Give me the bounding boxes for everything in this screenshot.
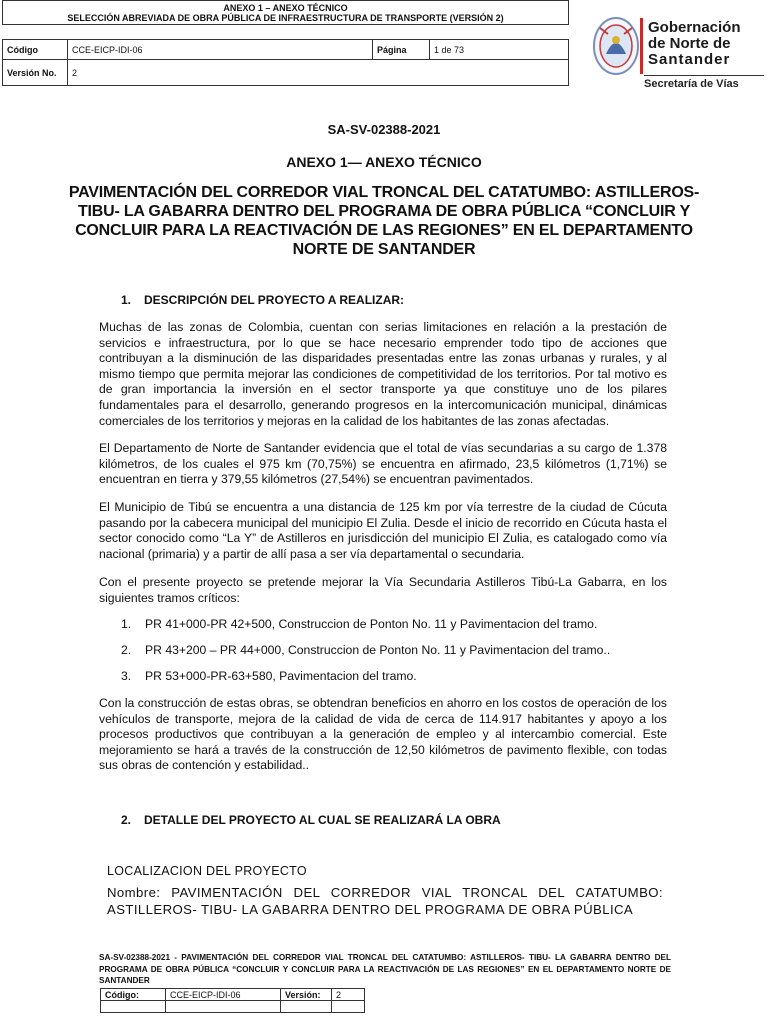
paragraph-1: Muchas de las zonas de Colombia, cuentan con serias limitaciones en relación a la prestación de servicios e infraestructura, por lo que se hace necesario emprender todo tipo de acciones que contribuyan a la disminución de las disparidades presentadas entre las zonas urbanas y rurales, y al mismo tiempo que permita mejorar las condiciones de competitividad de los territorios. Por tal motivo es de gran importancia la inversión en el sector transporte ya que constituye uno de los pilares fundamentales para el desarrollo, generando progresos en la intercomunicación municipal, dinámicas comerciales de los territorios y mejoras en la calidad de los habitantes de las zonas afectadas. bbox=[99, 320, 667, 428]
list-item-text: PR 41+000-PR 42+500, Construccion de Ponton No. 11 y Pavimentacion del tramo. bbox=[145, 617, 598, 631]
paragraph-4: Con el presente proyecto se pretende mejorar la Vía Secundaria Astilleros Tibú-La Gabarra, en los siguientes tramos críticos: bbox=[99, 575, 667, 605]
annex-title: ANEXO 1— ANEXO TÉCNICO bbox=[286, 154, 482, 170]
section-2-number: 2. bbox=[121, 813, 132, 827]
section-1-number: 1. bbox=[121, 293, 132, 307]
list-item-number: 2. bbox=[121, 643, 132, 657]
version-value: 2 bbox=[68, 60, 569, 86]
footer-text: SA-SV-02388-2021 - PAVIMENTACIÓN DEL CORREDOR VIAL TRONCAL DEL CATATUMBO: ASTILLEROS- TIBU- LA GABARRA DENTRO DEL PROGRAMA DE OBRA PÚBLICA “CONCLUIR Y CONCLUIR PARA LA REACTIVACIÓN DE LAS REGIONES” EN EL DEPARTAMENTO NORTE DE SANTANDER bbox=[99, 953, 671, 986]
footer-version-label: Versión: bbox=[281, 989, 332, 1001]
seal-icon bbox=[590, 14, 642, 78]
codigo-value: CCE-EICP-IDI-06 bbox=[68, 40, 373, 60]
localizacion-label: LOCALIZACION DEL PROYECTO bbox=[107, 864, 307, 878]
project-name: Nombre: PAVIMENTACIÓN DEL CORREDOR VIAL TRONCAL DEL CATATUMBO: ASTILLEROS- TIBU- LA GABARRA DENTRO DEL PROGRAMA DE OBRA PÚBLICA bbox=[107, 885, 663, 917]
section-1-title: DESCRIPCIÓN DEL PROYECTO A REALIZAR: bbox=[144, 293, 405, 307]
header-title-line2: SELECCIÓN ABREVIADA DE OBRA PÚBLICA DE INFRAESTRUCTURA DE TRANSPORTE (VERSIÓN 2) bbox=[67, 12, 504, 23]
logo-divider bbox=[640, 18, 643, 74]
logo-line2: de Norte de bbox=[648, 35, 731, 52]
paragraph-2: El Departamento de Norte de Santander evidencia que el total de vías secundarias a su cargo de 1.378 kilómetros, de los cuales el 975 km (70,75%) se encuentra en afirmado, 23,5 kilómetros (1,71%) se encuentran en tierra y 379,55 kilómetros (27,54%) se encuentran pavimentados. bbox=[99, 441, 667, 487]
header-title bbox=[3, 1, 569, 25]
list-item-number: 3. bbox=[121, 669, 132, 683]
logo-line3: Santander bbox=[648, 51, 731, 68]
list-item-number: 1. bbox=[121, 617, 132, 631]
logo-line1: Gobernación bbox=[648, 19, 741, 36]
footer-codigo-value: CCE-EICP-IDI-06 bbox=[166, 989, 281, 1001]
header-table bbox=[2, 0, 569, 86]
header-title-line1: ANEXO 1 – ANEXO TÉCNICO bbox=[223, 2, 348, 13]
section-2-title: DETALLE DEL PROYECTO AL CUAL SE REALIZARÁ LA OBRA bbox=[144, 813, 501, 827]
gobernacion-logo bbox=[590, 12, 768, 90]
footer-table bbox=[100, 988, 365, 1013]
list-item-text: PR 53+000-PR-63+580, Pavimentacion del tramo. bbox=[145, 669, 417, 683]
codigo-label: Código bbox=[3, 40, 68, 60]
logo-wordmark bbox=[648, 20, 741, 68]
list-item-text: PR 43+200 – PR 44+000, Construccion de Ponton No. 11 y Pavimentacion del tramo.. bbox=[145, 643, 611, 657]
pagina-value: 1 de 73 bbox=[430, 40, 569, 60]
document-code: SA-SV-02388-2021 bbox=[327, 122, 441, 137]
footer-version-value: 2 bbox=[332, 989, 365, 1001]
logo-subtitle: Secretaría de Vías bbox=[644, 75, 764, 90]
footer-codigo-label: Código: bbox=[101, 989, 166, 1001]
pagina-label: Página bbox=[373, 40, 430, 60]
version-label: Versión No. bbox=[3, 60, 68, 86]
project-title: PAVIMENTACIÓN DEL CORREDOR VIAL TRONCAL DEL CATATUMBO: ASTILLEROS- TIBU- LA GABARRA DENTRO DEL PROGRAMA DE OBRA PÚBLICA “CONCLUIR Y CONCLUIR PARA LA REACTIVACIÓN DE LAS REGIONES” EN EL DEPARTAMENTO NORTE DE SANTANDER bbox=[68, 184, 700, 258]
paragraph-3: El Municipio de Tibú se encuentra a una distancia de 125 km por vía terrestre de la ciudad de Cúcuta pasando por la cabecera municipal del municipio El Zulia. Desde el inicio de recorrido en Cúcuta hasta el sector conocido como “La Y” de Astilleros en jurisdicción del municipio El Zulia, es catalogado como vía nacional (primaria) y a partir de allí pasa a ser vía departamental o secundaria. bbox=[99, 500, 667, 561]
paragraph-5: Con la construcción de estas obras, se obtendran beneficios en ahorro en los costos de operación de los vehículos de transporte, mejora de la calidad de vida de cerca de 114.917 habitantes y apoyo a los procesos productivos que contribuyan a la generación de empleo y al intercambio comercial. Este mejoramiento se hará a través de la construcción de 12,50 kilómetros de pavimento flexible, con todas sus obras de contención y estabilidad.. bbox=[99, 696, 667, 773]
